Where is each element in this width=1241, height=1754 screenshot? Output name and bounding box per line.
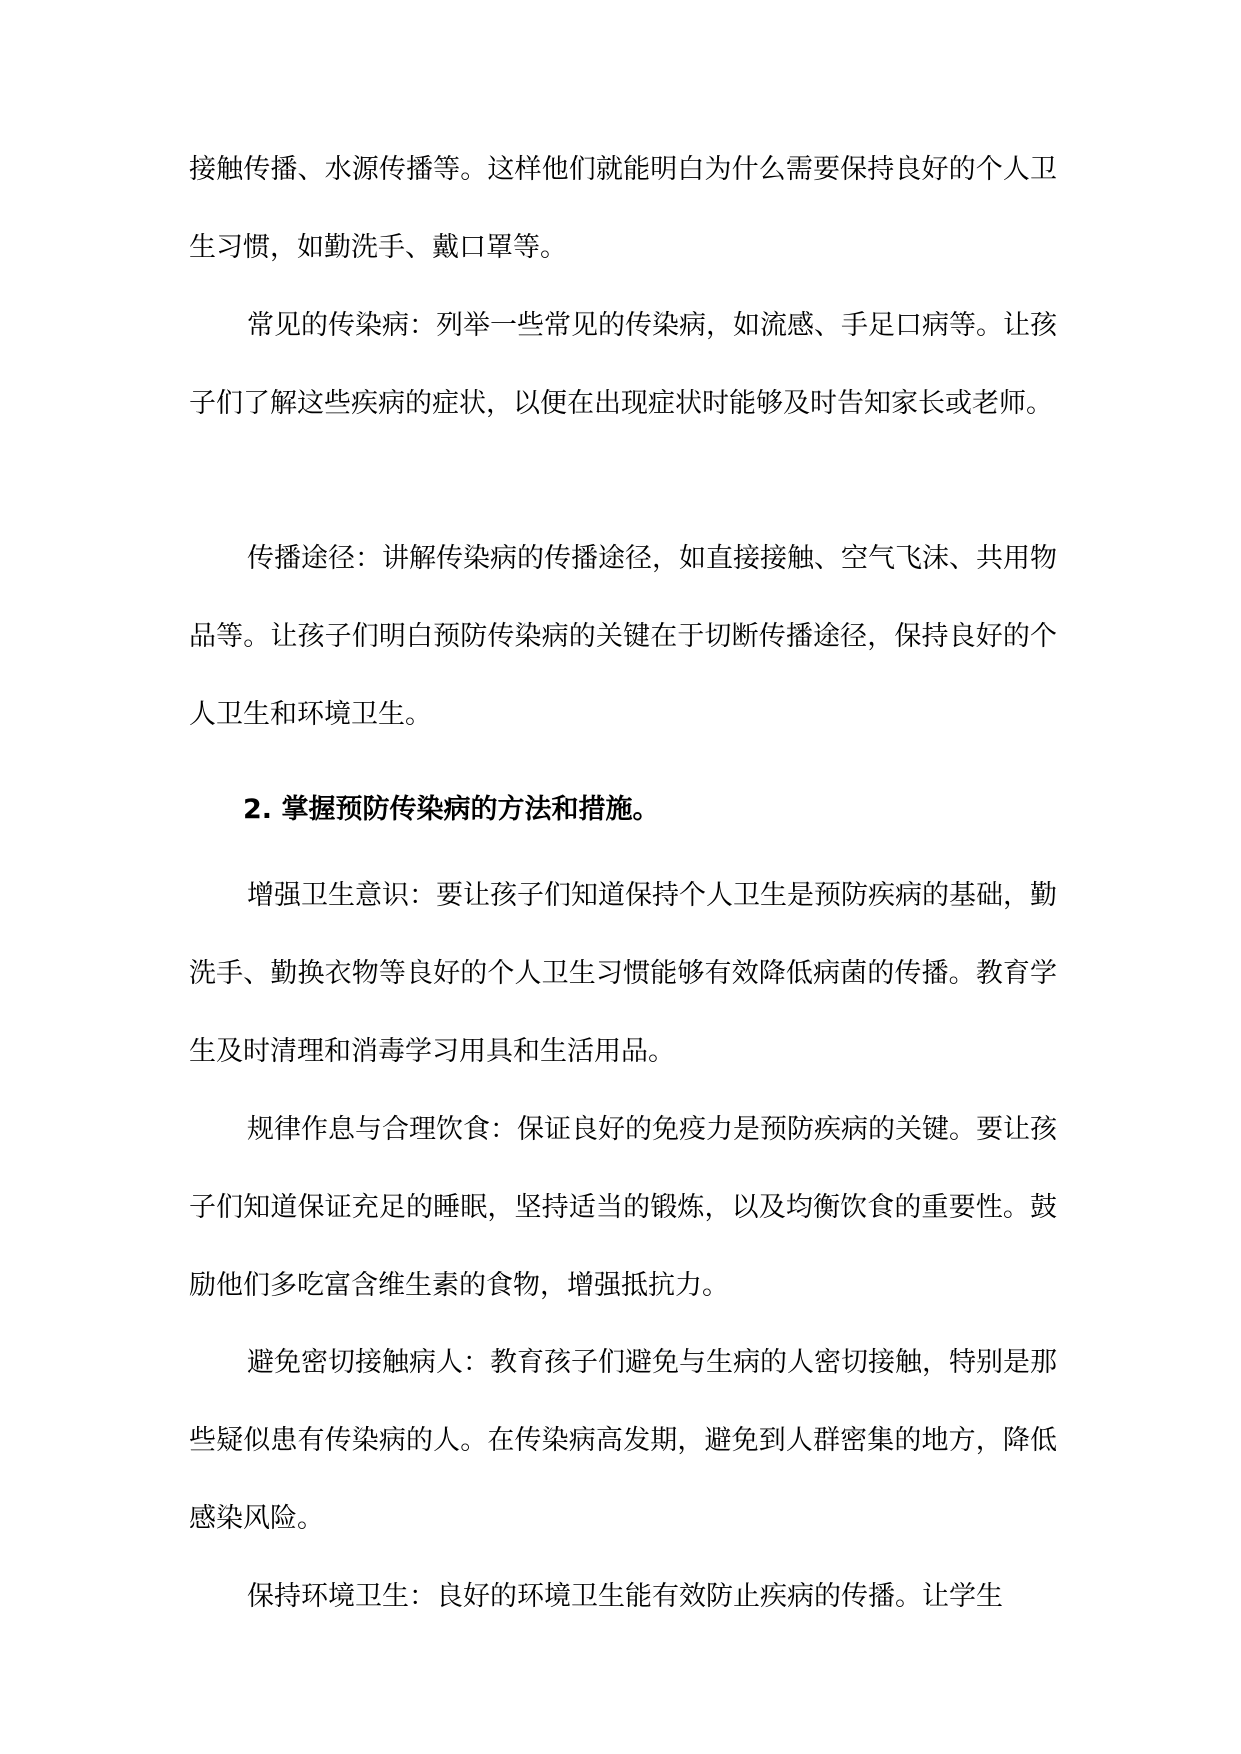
paragraph-routine-diet: 规律作息与合理饮食：保证良好的免疫力是预防疾病的关键。要让孩子们知道保证充足的睡眠，坚持适当的锻炼，以及均衡饮食的重要性。鼓励他们多吃富含维生素的食物，增强抵抗力。 (189, 1114, 1057, 1301)
paragraph-transmission-continued: 接触传播、水源传播等。这样他们就能明白为什么需要保持良好的个人卫生习惯，如勤洗手、戴口罩等。 (189, 154, 1057, 263)
paragraph-environment-hygiene: 保持环境卫生：良好的环境卫生能有效防止疾病的传播。让学生 (247, 1581, 1003, 1612)
paragraph-transmission-routes: 传播途径：讲解传染病的传播途径，如直接接触、空气飞沫、共用物品等。让孩子们明白预防传染病的关键在于切断传播途径，保持良好的个人卫生和环境卫生。 (189, 543, 1057, 730)
paragraph-common-diseases: 常见的传染病：列举一些常见的传染病，如流感、手足口病等。让孩子们了解这些疾病的症状，以便在出现症状时能够及时告知家长或老师。 (189, 310, 1057, 419)
paragraph-avoid-contact: 避免密切接触病人：教育孩子们避免与生病的人密切接触，特别是那些疑似患有传染病的人。在传染病高发期，避免到人群密集的地方，降低感染风险。 (189, 1347, 1057, 1534)
paragraph-hygiene-awareness: 增强卫生意识：要让孩子们知道保持个人卫生是预防疾病的基础，勤洗手、勤换衣物等良好的个人卫生习惯能够有效降低病菌的传播。教育学生及时清理和消毒学习用具和生活用品。 (189, 880, 1057, 1067)
section-heading: 2. 掌握预防传染病的方法和措施。 (243, 794, 660, 825)
